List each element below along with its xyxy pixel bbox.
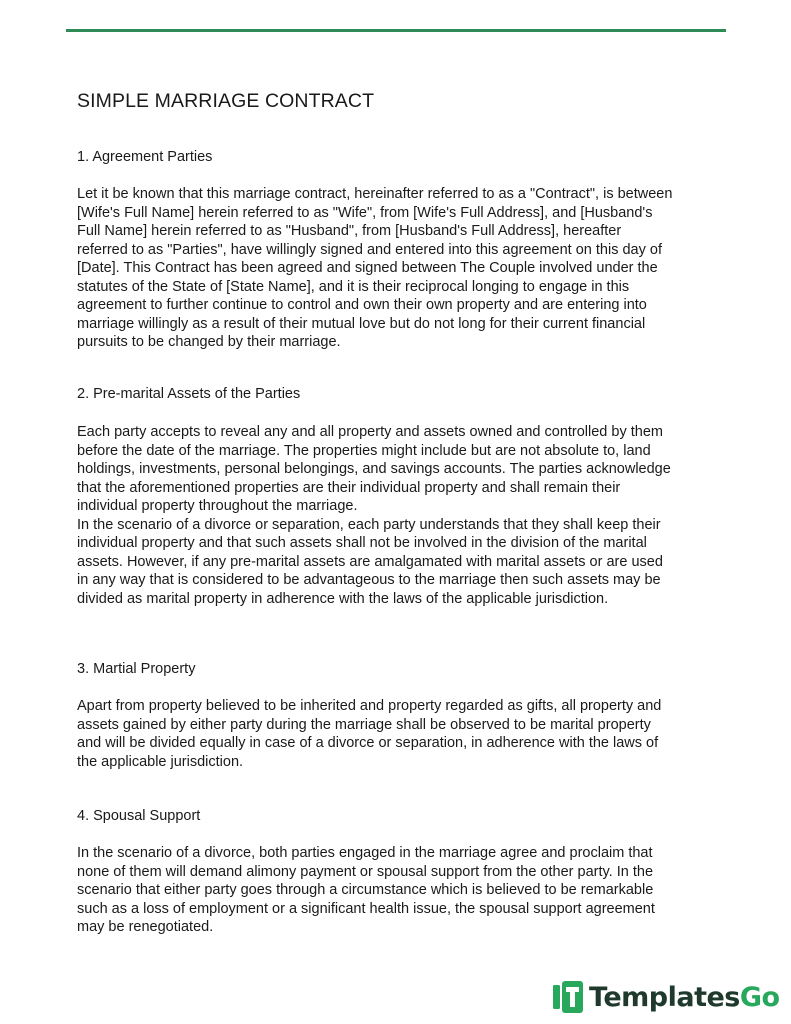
section-heading-premarital-assets: 2. Pre-marital Assets of the Parties xyxy=(77,386,301,402)
brand-name xyxy=(589,982,780,1013)
paragraph-line: divided as marital property in adherence with the laws of the applicable jurisdiction. xyxy=(77,590,609,607)
paragraph-line: [Date]. This Contract has been agreed and signed between The Couple involved under the xyxy=(77,260,658,276)
templatesgo-logo-icon xyxy=(553,981,583,1013)
paragraph-line: the applicable jurisdiction. xyxy=(77,753,244,770)
section-body-martial-property xyxy=(77,697,727,771)
section-heading-martial-property: 3. Martial Property xyxy=(77,661,196,677)
paragraph-line: in any way that is considered to be advantageous to the marriage then such assets may be xyxy=(77,572,661,588)
paragraph-line: [Wife's Full Name] herein referred to as "Wife", from [Wife's Full Address], and [Husband's xyxy=(77,204,653,221)
paragraph-line: individual property and that such assets shall not be involved in the division of the marital xyxy=(77,535,647,551)
paragraph-line: none of them will demand alimony payment or spousal support from the other party. In the xyxy=(77,863,654,880)
paragraph-line: In the scenario of a divorce or separation, each party understands that they shall keep their xyxy=(77,516,661,533)
paragraph-line: scenario that either party goes through a circumstance which is believed to be remarkable xyxy=(77,882,654,898)
section-body-spousal-support xyxy=(77,844,727,937)
paragraph-line: Let it be known that this marriage contract, hereinafter referred to as a "Contract", is between xyxy=(77,186,673,202)
paragraph-line: Each party accepts to reveal any and all property and assets owned and controlled by them xyxy=(77,424,663,440)
section-heading-spousal-support: 4. Spousal Support xyxy=(77,808,201,824)
section-body-premarital-assets xyxy=(77,423,727,608)
section-heading-agreement-parties: 1. Agreement Parties xyxy=(77,149,213,165)
paragraph-line: agreement to further continue to control and own their own property and are entering into xyxy=(77,297,647,313)
paragraph-line: may be renegotiated. xyxy=(77,919,214,935)
paragraph-line: such as a loss of employment or a significant health issue, the spousal support agreement xyxy=(77,900,655,917)
paragraph-line: individual property throughout the marriage. xyxy=(77,498,358,514)
paragraph-line: statutes of the State of [State Name], and it is their reciprocal longing to engage in this xyxy=(77,278,630,295)
paragraph-line: Full Name] herein referred to as "Husband", from [Husband's Full Address], hereafter xyxy=(77,223,622,239)
paragraph-line: and will be divided equally in case of a divorce or separation, in adherence with the laws of xyxy=(77,735,659,751)
brand-name-part1: Templates xyxy=(589,981,740,1013)
brand-logo xyxy=(553,980,780,1014)
paragraph-line: Apart from property believed to be inherited and property regarded as gifts, all property and xyxy=(77,698,662,714)
paragraph-line: In the scenario of a divorce, both parties engaged in the marriage agree and proclaim that xyxy=(77,845,653,861)
paragraph-line: before the date of the marriage. The properties might include but are not absolute to, land xyxy=(77,442,651,459)
section-body-agreement-parties xyxy=(77,185,727,352)
top-divider xyxy=(66,29,726,32)
paragraph-line: marriage willingly as a result of their mutual love but do not long for their current financial xyxy=(77,315,646,332)
paragraph-line: holdings, investments, personal belongings, and savings accounts. The parties acknowledge xyxy=(77,461,671,477)
paragraph-line: assets. However, if any pre-marital assets are amalgamated with marital assets or are used xyxy=(77,553,663,570)
brand-name-part2: Go xyxy=(739,981,780,1013)
paragraph-line: pursuits to be changed by their marriage. xyxy=(77,334,341,350)
paragraph-line: that the aforementioned properties are their individual property and shall remain their xyxy=(77,479,621,496)
paragraph-line: referred to as "Parties", have willingly signed and entered into this agreement on this day of xyxy=(77,241,662,258)
document-title: SIMPLE MARRIAGE CONTRACT xyxy=(77,90,375,112)
paragraph-line: assets gained by either party during the marriage shall be observed to be marital property xyxy=(77,716,651,733)
